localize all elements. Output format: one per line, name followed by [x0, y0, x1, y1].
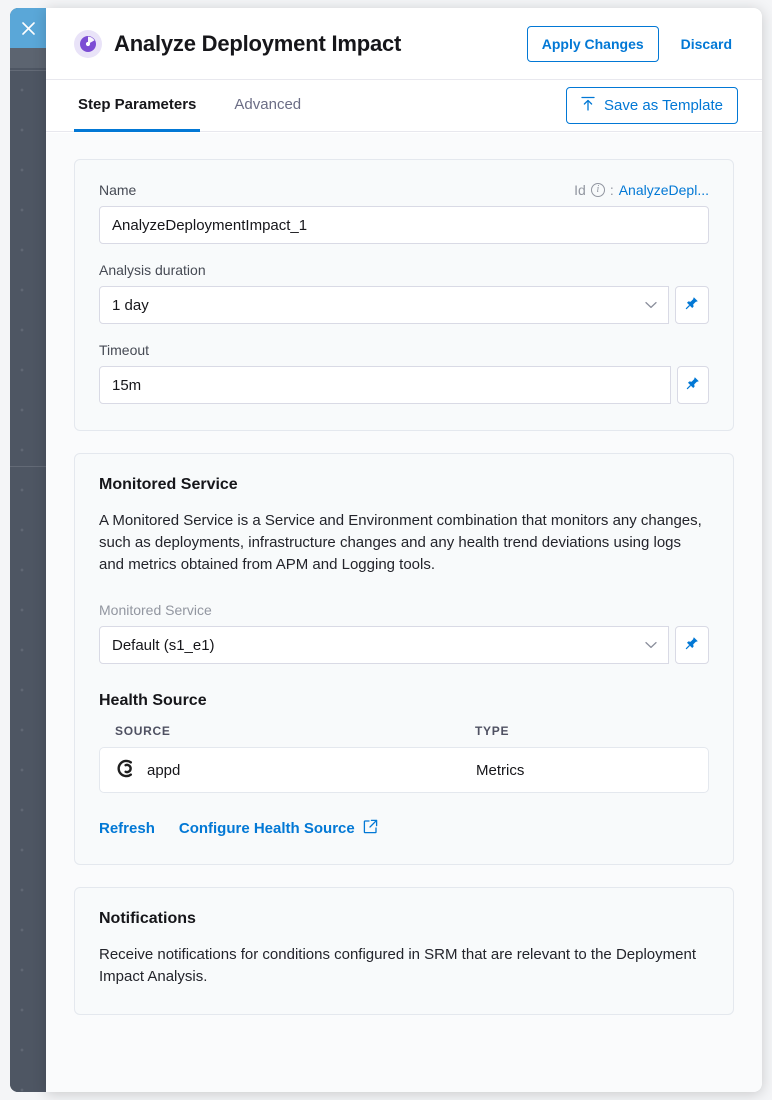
page-title: Analyze Deployment Impact: [114, 30, 402, 56]
drawer-header: [46, 8, 762, 80]
configure-health-source-link[interactable]: [179, 819, 378, 838]
pin-icon: [685, 636, 699, 655]
drawer-body[interactable]: [46, 133, 762, 1092]
analysis-duration-block: [99, 262, 709, 324]
timeout-input[interactable]: [99, 366, 671, 404]
appdynamics-icon: [116, 759, 135, 782]
timeout-pin-button[interactable]: [677, 366, 709, 404]
analysis-duration-select[interactable]: [99, 286, 669, 324]
configure-health-source-label: Configure Health Source: [178, 820, 355, 838]
analysis-duration-label: Analysis duration: [99, 262, 206, 278]
health-source-type: Metrics: [476, 761, 525, 779]
timeout-control: [99, 366, 709, 404]
discard-button[interactable]: Discard: [675, 27, 738, 61]
monitored-service-title: Monitored Service: [99, 476, 238, 493]
monitored-service-control: [99, 626, 709, 664]
name-label: Name: [99, 182, 137, 198]
step-config-drawer: [46, 8, 762, 1092]
health-source-actions: [99, 819, 709, 838]
id-label: Id: [574, 182, 586, 198]
pin-icon: [685, 296, 699, 315]
pin-icon: [686, 376, 700, 395]
monitored-service-field-header: [99, 602, 709, 618]
analysis-duration-header: [99, 262, 709, 278]
apply-changes-button[interactable]: Apply Changes: [527, 26, 659, 62]
column-header-source: SOURCE: [115, 724, 171, 739]
save-as-template-label: Save as Template: [604, 97, 723, 114]
health-source-name-cell: [116, 759, 476, 782]
monitored-service-description: A Monitored Service is a Service and Environment combination that monitors any changes, such as deployments, infrastructure changes and any health trend deviations using logs and metrics obtained from APM and Logging tools.: [99, 512, 702, 574]
health-source-name: appd: [147, 761, 181, 779]
column-header-type: TYPE: [475, 724, 510, 739]
tab-step-parameters[interactable]: Step Parameters: [74, 80, 200, 132]
analysis-duration-value: 1 day: [99, 286, 669, 324]
id-separator: :: [609, 182, 614, 198]
name-field-header: [99, 182, 709, 198]
step-id-group: [574, 182, 709, 198]
monitored-service-card: [74, 453, 734, 865]
health-source-title: Health Source: [99, 692, 207, 710]
template-upload-icon: [581, 96, 595, 115]
monitored-service-select[interactable]: [99, 626, 669, 664]
external-link-icon: [363, 819, 378, 838]
analysis-duration-pin-button[interactable]: [675, 286, 709, 324]
info-icon[interactable]: i: [591, 183, 605, 197]
tab-bar: [46, 80, 762, 132]
notifications-description: Receive notifications for conditions configured in SRM that are relevant to the Deployment Impact Analysis.: [99, 946, 696, 986]
name-input[interactable]: [99, 206, 709, 244]
monitored-service-value: Default (s1_e1): [99, 626, 669, 664]
timeout-header: [99, 342, 709, 358]
timeout-label: Timeout: [99, 342, 150, 358]
monitored-service-field-label: Monitored Service: [99, 602, 212, 619]
timeout-block: [99, 342, 709, 404]
analyze-deployment-impact-icon: [74, 30, 102, 58]
tab-advanced[interactable]: Advanced: [234, 96, 302, 113]
step-parameters-card: [74, 159, 734, 431]
analysis-duration-control: [99, 286, 709, 324]
save-as-template-button[interactable]: [566, 87, 738, 124]
step-id-value[interactable]: AnalyzeDepl...: [618, 182, 709, 198]
table-row[interactable]: [99, 747, 709, 793]
monitored-service-pin-button[interactable]: [675, 626, 709, 664]
close-drawer-button[interactable]: [10, 8, 46, 48]
notifications-card: [74, 887, 734, 1015]
close-icon: [22, 22, 35, 35]
notifications-title: Notifications: [99, 910, 196, 928]
refresh-link[interactable]: Refresh: [99, 820, 155, 838]
health-source-table-header: [99, 724, 709, 747]
name-field-block: [99, 182, 709, 244]
tabbar-spacer: [335, 80, 566, 131]
